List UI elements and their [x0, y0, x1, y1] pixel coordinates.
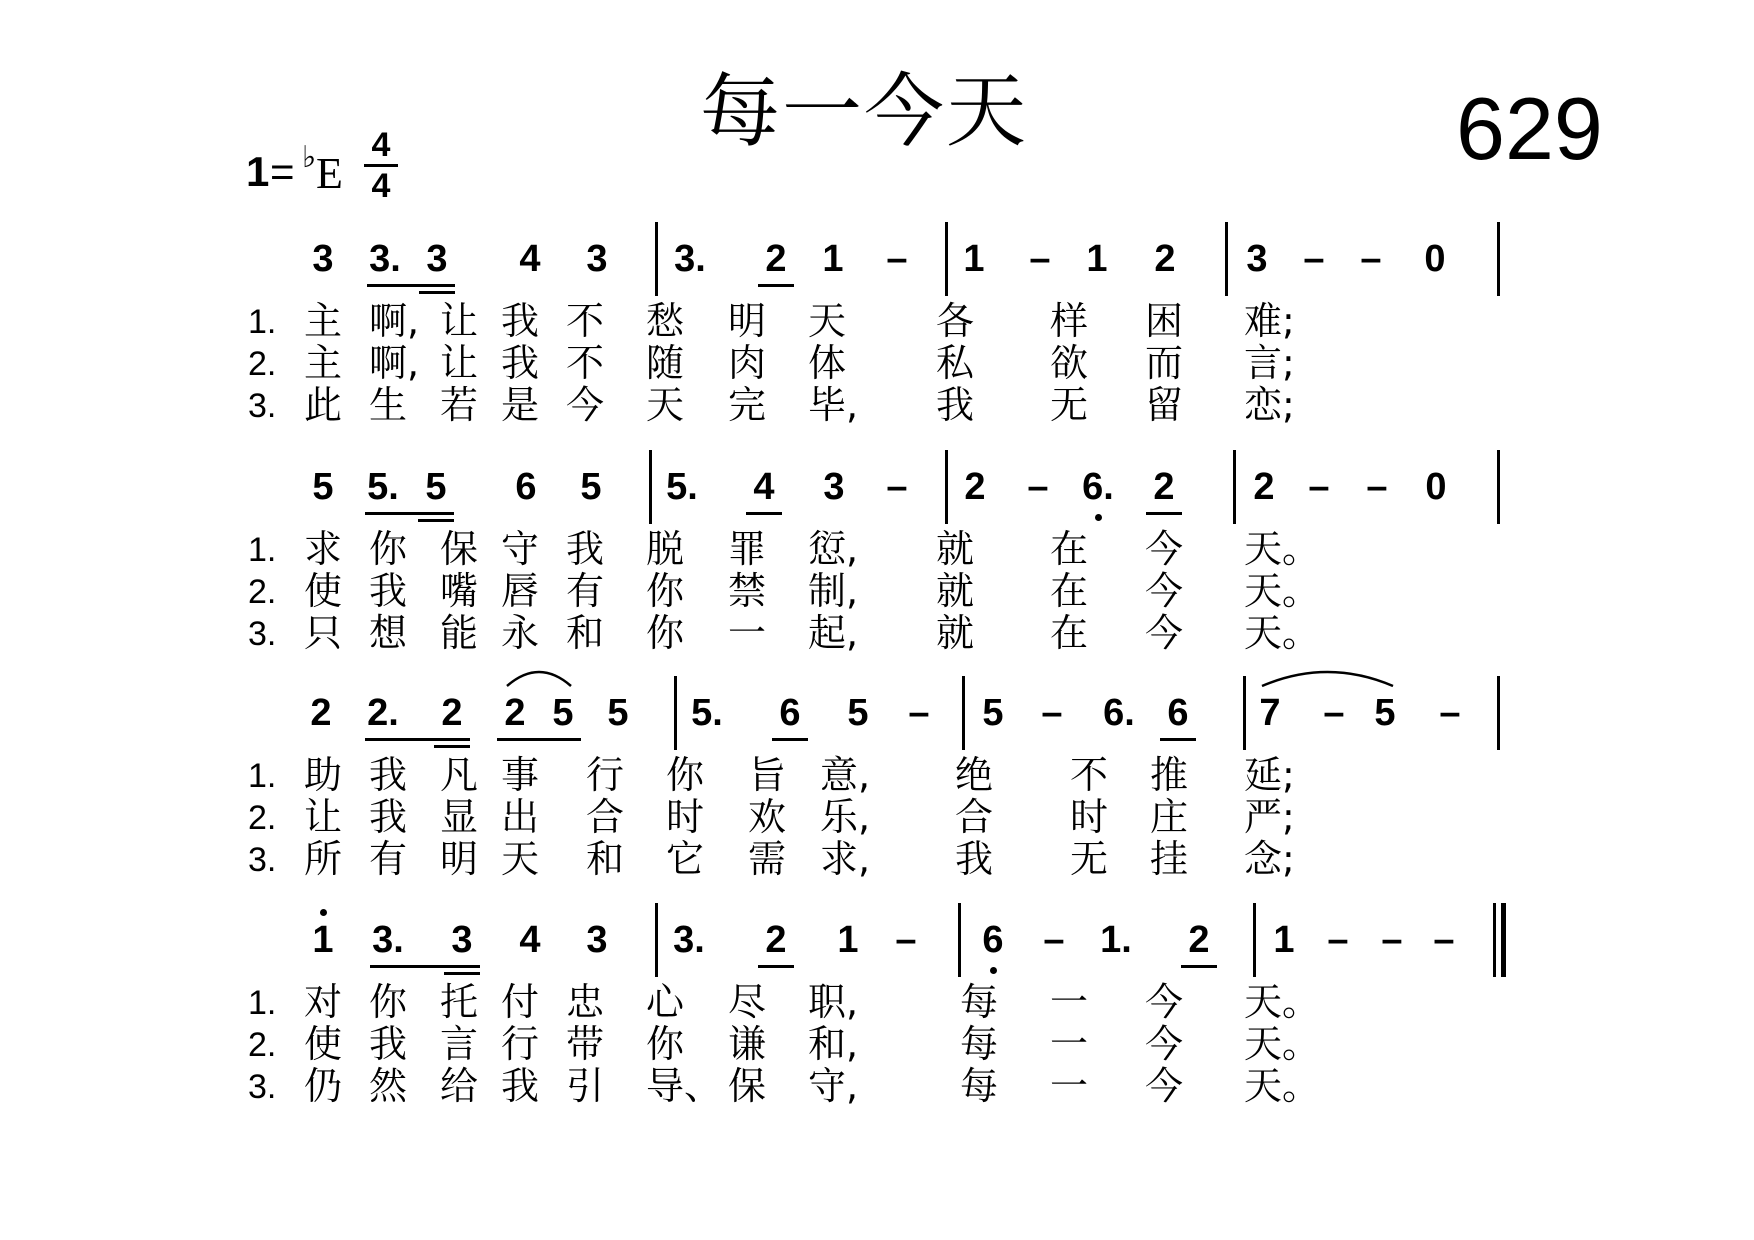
- note: 3: [586, 238, 608, 280]
- lyric-char: 每: [960, 1064, 999, 1108]
- lyric-char: 就: [936, 611, 975, 655]
- lyric-char: 保: [440, 527, 479, 571]
- note: 6.: [1082, 466, 1114, 508]
- note: 2: [441, 692, 463, 734]
- verse-number: 3.: [248, 387, 277, 425]
- lyric-char: 不: [566, 341, 605, 385]
- lyric-char: 推: [1150, 753, 1189, 797]
- lyric-char: 天。: [1244, 611, 1321, 655]
- note: 5.: [691, 692, 723, 734]
- note-underline: [772, 738, 808, 741]
- barline: [674, 676, 677, 750]
- flat-sign: ♭: [302, 140, 317, 175]
- final-barline: [1501, 903, 1506, 977]
- note-underline: [434, 745, 470, 748]
- note-underline: [497, 738, 581, 741]
- lyric-char: 一: [1050, 980, 1089, 1024]
- lyric-char: 所: [304, 837, 343, 881]
- lyric-char: 使: [304, 1022, 343, 1066]
- lyric-char: 你: [646, 611, 685, 655]
- lyric-char: 就: [936, 569, 975, 613]
- lyric-char: 今: [1145, 611, 1184, 655]
- system-1: [0, 238, 1754, 462]
- lyric-char: 事: [501, 753, 540, 797]
- verse-number: 3.: [248, 841, 277, 879]
- note: 7: [1259, 692, 1281, 734]
- note: 0: [1424, 238, 1446, 280]
- note: –: [1381, 919, 1403, 961]
- lyric-char: 想: [369, 611, 408, 655]
- lyric-char: 天: [808, 299, 847, 343]
- lyric-char: 脱: [646, 527, 685, 571]
- note-underline: [758, 284, 794, 287]
- lyric-char: 而: [1145, 341, 1184, 385]
- verse-number: 2.: [248, 345, 277, 383]
- note: 5: [607, 692, 629, 734]
- lyric-char: 随: [646, 341, 685, 385]
- lyric-char: 言: [440, 1022, 479, 1066]
- barline: [1493, 903, 1496, 977]
- lower-octave-dot: [990, 967, 997, 974]
- lyric-char: 主: [304, 341, 343, 385]
- note: –: [1323, 692, 1345, 734]
- note: 2: [1188, 919, 1210, 961]
- lyric-char: 我: [369, 795, 408, 839]
- lyric-char: 然: [369, 1064, 408, 1108]
- lyric-char: 让: [440, 299, 479, 343]
- key-equals: =: [270, 148, 295, 195]
- lyric-char: 啊,: [369, 299, 420, 343]
- note-underline: [419, 291, 455, 294]
- lyric-char: 谦: [728, 1022, 767, 1066]
- note-underline: [365, 738, 470, 741]
- note: 1: [1086, 238, 1108, 280]
- slur: [1262, 664, 1393, 688]
- lyric-char: 我: [936, 383, 975, 427]
- lyric-char: 时: [666, 795, 705, 839]
- note-underline: [418, 519, 454, 522]
- lyric-char: 无: [1070, 837, 1109, 881]
- lyric-char: 体: [808, 341, 847, 385]
- lyric-char: 困: [1145, 299, 1184, 343]
- lyric-char: 今: [1145, 569, 1184, 613]
- note: 3: [451, 919, 473, 961]
- lyric-char: 庄: [1150, 795, 1189, 839]
- barline: [1497, 222, 1500, 296]
- lyric-char: 生: [369, 383, 408, 427]
- lyric-char: 我: [501, 1064, 540, 1108]
- lyric-char: 我: [501, 341, 540, 385]
- time-bottom: 4: [371, 167, 391, 205]
- lyric-char: 你: [369, 980, 408, 1024]
- lyric-char: 天。: [1244, 980, 1321, 1024]
- note-underline: [746, 512, 782, 515]
- lyric-char: 和,: [808, 1022, 859, 1066]
- lyric-char: 仍: [304, 1064, 343, 1108]
- barline: [1497, 450, 1500, 524]
- lyric-char: 助: [304, 753, 343, 797]
- note: 2: [1153, 466, 1175, 508]
- note: –: [895, 919, 917, 961]
- lyric-char: 意,: [820, 753, 871, 797]
- note: –: [1041, 692, 1063, 734]
- lower-octave-dot: [1095, 514, 1102, 521]
- note: 1: [963, 238, 985, 280]
- lyric-char: 制,: [808, 569, 859, 613]
- note: –: [1303, 238, 1325, 280]
- lyric-char: 若: [440, 383, 479, 427]
- lyric-char: 我: [501, 299, 540, 343]
- note: 5.: [367, 466, 399, 508]
- note: –: [1433, 919, 1455, 961]
- note: 3.: [674, 238, 706, 280]
- note: –: [1308, 466, 1330, 508]
- lyric-char: 在: [1050, 527, 1089, 571]
- lyric-char: 行: [501, 1022, 540, 1066]
- note-underline: [370, 965, 480, 968]
- lyric-char: 禁: [728, 569, 767, 613]
- note: 2: [310, 692, 332, 734]
- lyric-char: 有: [369, 837, 408, 881]
- verse-number: 2.: [248, 799, 277, 837]
- note-underline: [367, 284, 455, 287]
- note: 2: [1253, 466, 1275, 508]
- time-top: 4: [371, 126, 391, 164]
- lyric-char: 愆,: [808, 527, 859, 571]
- note: 6: [982, 919, 1004, 961]
- lyric-char: 今: [1145, 1022, 1184, 1066]
- lyric-char: 起,: [808, 611, 859, 655]
- lyric-char: 每: [960, 1022, 999, 1066]
- note: –: [1027, 466, 1049, 508]
- lyric-char: 你: [646, 569, 685, 613]
- lyric-char: 旨: [748, 753, 787, 797]
- lyric-char: 永: [501, 611, 540, 655]
- lyric-char: 时: [1070, 795, 1109, 839]
- lyric-char: 就: [936, 527, 975, 571]
- barline: [1233, 450, 1236, 524]
- note-underline: [1160, 738, 1196, 741]
- note-underline: [365, 512, 454, 515]
- lyric-char: 和: [586, 837, 625, 881]
- note: 2: [1154, 238, 1176, 280]
- note: 5: [425, 466, 447, 508]
- note: 6: [779, 692, 801, 734]
- note: 5.: [666, 466, 698, 508]
- lyric-char: 出: [501, 795, 540, 839]
- lyric-char: 啊,: [369, 341, 420, 385]
- note: 3: [1246, 238, 1268, 280]
- lyric-char: 样: [1050, 299, 1089, 343]
- lyric-char: 显: [440, 795, 479, 839]
- lyric-char: 恋;: [1244, 383, 1295, 427]
- note: 2: [765, 238, 787, 280]
- lyric-char: 愁: [646, 299, 685, 343]
- barline: [945, 450, 948, 524]
- lyric-char: 让: [440, 341, 479, 385]
- verse-number: 1.: [248, 757, 277, 795]
- barline: [945, 222, 948, 296]
- note: 2: [964, 466, 986, 508]
- note: 2: [765, 919, 787, 961]
- note-underline: [758, 965, 794, 968]
- note: 2.: [367, 692, 399, 734]
- lyric-char: 无: [1050, 383, 1089, 427]
- barline: [655, 222, 658, 296]
- slur: [507, 664, 571, 688]
- lyric-char: 延;: [1244, 753, 1295, 797]
- lyric-char: 保: [728, 1064, 767, 1108]
- note: 4: [519, 919, 541, 961]
- barline: [958, 903, 961, 977]
- lyric-char: 罪: [728, 527, 767, 571]
- note: 6: [515, 466, 537, 508]
- lyric-char: 有: [566, 569, 605, 613]
- note: –: [1043, 919, 1065, 961]
- barline: [649, 450, 652, 524]
- lyric-char: 此: [304, 383, 343, 427]
- note: 2: [504, 692, 526, 734]
- lyric-char: 求,: [820, 837, 871, 881]
- note: 3.: [369, 238, 401, 280]
- note: 6.: [1103, 692, 1135, 734]
- lyric-char: 求: [304, 527, 343, 571]
- lyric-char: 引: [566, 1064, 605, 1108]
- note: 4: [753, 466, 775, 508]
- lyric-char: 私: [936, 341, 975, 385]
- system-2: [0, 466, 1754, 690]
- lyric-char: 言;: [1244, 341, 1295, 385]
- lyric-char: 欢: [748, 795, 787, 839]
- lyric-char: 在: [1050, 569, 1089, 613]
- note: –: [1366, 466, 1388, 508]
- lyric-char: 明: [728, 299, 767, 343]
- verse-number: 1.: [248, 984, 277, 1022]
- lyric-char: 留: [1145, 383, 1184, 427]
- lyric-char: 能: [440, 611, 479, 655]
- note: 0: [1425, 466, 1447, 508]
- note: 3: [312, 238, 334, 280]
- note: –: [1439, 692, 1461, 734]
- lyric-char: 严;: [1244, 795, 1295, 839]
- lyric-char: 乐,: [820, 795, 871, 839]
- note: 3: [823, 466, 845, 508]
- note: –: [886, 238, 908, 280]
- lyric-char: 明: [440, 837, 479, 881]
- lyric-char: 让: [304, 795, 343, 839]
- lyric-char: 职,: [808, 980, 859, 1024]
- note: 1.: [1100, 919, 1132, 961]
- verse-number: 1.: [248, 303, 277, 341]
- lyric-char: 天: [646, 383, 685, 427]
- verse-number: 3.: [248, 1068, 277, 1106]
- lyric-char: 每: [960, 980, 999, 1024]
- lyric-char: 天。: [1244, 569, 1321, 613]
- lyric-char: 我: [955, 837, 994, 881]
- note: 1: [837, 919, 859, 961]
- lyric-char: 守: [501, 527, 540, 571]
- verse-number: 1.: [248, 531, 277, 569]
- note: 3.: [673, 919, 705, 961]
- lyric-char: 唇: [501, 569, 540, 613]
- note: 6: [1167, 692, 1189, 734]
- lyric-char: 我: [369, 753, 408, 797]
- note: 1: [822, 238, 844, 280]
- lyric-char: 念;: [1244, 837, 1295, 881]
- note: 4: [519, 238, 541, 280]
- lyric-char: 行: [586, 753, 625, 797]
- lyric-char: 我: [369, 569, 408, 613]
- lyric-char: 和: [566, 611, 605, 655]
- lyric-char: 天。: [1244, 1022, 1321, 1066]
- lyric-char: 一: [728, 611, 767, 655]
- lyric-char: 尽: [728, 980, 767, 1024]
- verse-number: 2.: [248, 573, 277, 611]
- lyric-char: 只: [304, 611, 343, 655]
- note: –: [1360, 238, 1382, 280]
- lyric-char: 使: [304, 569, 343, 613]
- lyric-char: 守,: [808, 1064, 859, 1108]
- verse-number: 3.: [248, 615, 277, 653]
- lyric-char: 难;: [1244, 299, 1295, 343]
- lyric-char: 不: [566, 299, 605, 343]
- lyric-char: 主: [304, 299, 343, 343]
- lyric-char: 对: [304, 980, 343, 1024]
- note: 5: [580, 466, 602, 508]
- barline: [962, 676, 965, 750]
- lyric-char: 给: [440, 1064, 479, 1108]
- lyric-char: 需: [748, 837, 787, 881]
- lyric-char: 天。: [1244, 527, 1321, 571]
- barline: [1253, 903, 1256, 977]
- lyric-char: 我: [369, 1022, 408, 1066]
- lyric-char: 一: [1050, 1064, 1089, 1108]
- barline: [1243, 676, 1246, 750]
- note: –: [886, 466, 908, 508]
- lyric-char: 忠: [566, 980, 605, 1024]
- lyric-char: 欲: [1050, 341, 1089, 385]
- lyric-char: 导、: [646, 1064, 723, 1108]
- note: 5: [552, 692, 574, 734]
- lyric-char: 今: [566, 383, 605, 427]
- system-4: [0, 919, 1754, 1143]
- verse-number: 2.: [248, 1026, 277, 1064]
- key-name: E: [316, 149, 343, 198]
- note: 3.: [372, 919, 404, 961]
- note: 5: [847, 692, 869, 734]
- upper-octave-dot: [320, 909, 327, 916]
- barline: [1225, 222, 1228, 296]
- note-underline: [444, 972, 480, 975]
- hymn-title: 每一今天: [700, 65, 1028, 158]
- lyric-char: 挂: [1150, 837, 1189, 881]
- lyric-char: 今: [1145, 980, 1184, 1024]
- note: –: [1327, 919, 1349, 961]
- note: 1: [1273, 919, 1295, 961]
- lyric-char: 是: [501, 383, 540, 427]
- lyric-char: 天: [501, 837, 540, 881]
- lyric-char: 完: [728, 383, 767, 427]
- lyric-char: 在: [1050, 611, 1089, 655]
- note-underline: [1181, 965, 1217, 968]
- lyric-char: 心: [646, 980, 685, 1024]
- note: 3: [426, 238, 448, 280]
- note: 5: [1374, 692, 1396, 734]
- note: 1: [312, 919, 334, 961]
- barline: [655, 903, 658, 977]
- lyric-char: 你: [646, 1022, 685, 1066]
- note: –: [908, 692, 930, 734]
- note-underline: [1146, 512, 1182, 515]
- lyric-char: 托: [440, 980, 479, 1024]
- lyric-char: 不: [1070, 753, 1109, 797]
- lyric-char: 我: [566, 527, 605, 571]
- note: –: [1029, 238, 1051, 280]
- lyric-char: 一: [1050, 1022, 1089, 1066]
- lyric-char: 凡: [440, 753, 479, 797]
- lyric-char: 今: [1145, 527, 1184, 571]
- lyric-char: 你: [369, 527, 408, 571]
- note: 5: [312, 466, 334, 508]
- time-signature: [364, 128, 398, 203]
- note: 5: [982, 692, 1004, 734]
- lyric-char: 毕,: [808, 383, 859, 427]
- system-3: [0, 692, 1754, 916]
- lyric-char: 合: [955, 795, 994, 839]
- lyric-char: 它: [666, 837, 705, 881]
- note: 3: [586, 919, 608, 961]
- hymn-number: 629: [1456, 79, 1603, 178]
- lyric-char: 各: [936, 299, 975, 343]
- lyric-char: 合: [586, 795, 625, 839]
- lyric-char: 绝: [955, 753, 994, 797]
- lyric-char: 今: [1145, 1064, 1184, 1108]
- lyric-char: 嘴: [440, 569, 479, 613]
- lyric-char: 你: [666, 753, 705, 797]
- barline: [1497, 676, 1500, 750]
- key-tonic: 1: [246, 148, 270, 195]
- lyric-char: 天。: [1244, 1064, 1321, 1108]
- lyric-char: 付: [501, 980, 540, 1024]
- lyric-char: 肉: [728, 341, 767, 385]
- lyric-char: 带: [566, 1022, 605, 1066]
